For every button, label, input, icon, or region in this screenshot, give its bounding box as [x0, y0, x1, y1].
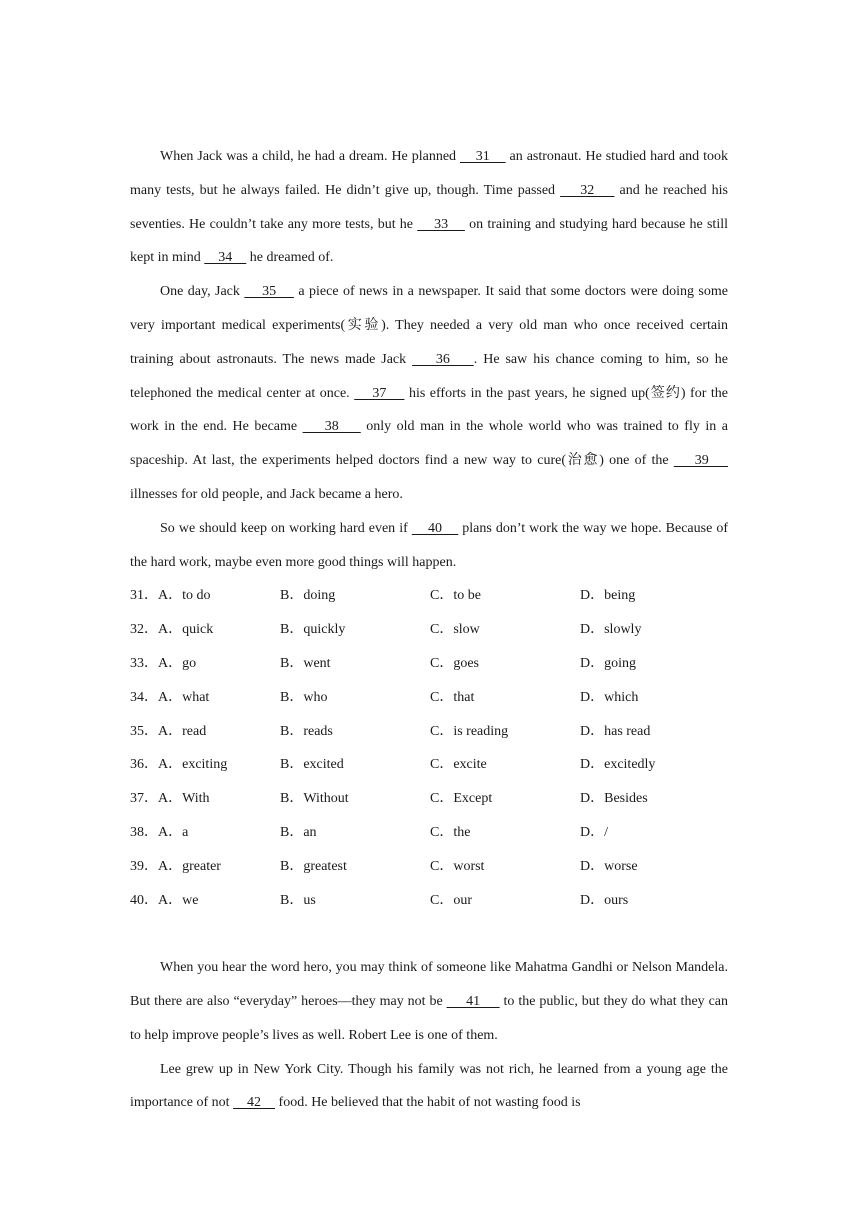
option-a: 33．A．go — [130, 655, 197, 671]
option-b: B．excited — [280, 757, 344, 773]
option-c: C．goes — [430, 655, 479, 671]
option-a: 34．A．what — [130, 689, 210, 705]
option-d: D．which — [580, 689, 639, 705]
question-row — [130, 579, 728, 613]
option-b: B．who — [280, 689, 328, 705]
option-d: D．being — [580, 588, 636, 604]
option-a: 31．A．to do — [130, 588, 211, 604]
question-row — [130, 884, 728, 918]
passage2-paragraph1: When you hear the word hero, you may think of someone like Mahatma Gandhi or Nelson Mandela. But there are also “everyday” heroes—they may not be 41 to the public, but they do what they can to help improve people’s lives as well. Robert Lee is one of them. — [130, 960, 728, 1043]
question-row — [130, 613, 728, 647]
option-c: C．that — [430, 689, 475, 705]
question-row — [130, 816, 728, 850]
question-row — [130, 748, 728, 782]
option-b: B．quickly — [280, 622, 346, 638]
question-row — [130, 647, 728, 681]
blank-37: 37 — [354, 385, 405, 401]
question-row — [130, 715, 728, 749]
option-b: B．doing — [280, 588, 336, 604]
option-c: C．Except — [430, 791, 493, 807]
blank-31: 31 — [459, 149, 506, 164]
option-b: B．an — [280, 824, 317, 840]
passage2-paragraph2: Lee grew up in New York City. Though his family was not rich, he learned from a young age the importance of not 42 food. He believed that the habit of not wasting food is — [130, 1061, 728, 1111]
blank-35: 35 — [244, 284, 294, 300]
document-page — [130, 140, 728, 1120]
blank-33: 33 — [417, 216, 465, 232]
option-a: 38．A．a — [130, 824, 189, 840]
question-row — [130, 681, 728, 715]
option-a: 36．A．exciting — [130, 757, 228, 773]
blank-38: 38 — [302, 419, 361, 435]
option-a: 39．A．greater — [130, 858, 221, 874]
passage1-paragraph1: When Jack was a child, he had a dream. He planned 31 an astronaut. He studied hard and took many tests, but he always failed. He didn’t give up, though. Time passed 32 and he reached his seventies. He couldn’t take any more tests, but he 33 on training and studying hard because he still kept in mind 34 he dreamed of. — [130, 149, 728, 266]
option-d: D．slowly — [580, 622, 642, 638]
option-d: D．has read — [580, 723, 651, 739]
option-b: B．went — [280, 655, 331, 671]
blank-41: 41 — [446, 993, 500, 1009]
question-row — [130, 782, 728, 816]
passage1-paragraph3: So we should keep on working hard even if 40 plans don’t work the way we hope. Because of the hard work, maybe even more good things will happen. — [130, 520, 728, 570]
option-c: C．slow — [430, 622, 480, 638]
option-a: 32．A．quick — [130, 622, 214, 638]
option-a: 37．A．With — [130, 791, 210, 807]
option-d: D．ours — [580, 892, 629, 908]
blank-34: 34 — [204, 250, 247, 266]
option-c: C．worst — [430, 858, 485, 874]
option-d: D．Besides — [580, 791, 648, 807]
option-b: B．Without — [280, 791, 349, 807]
option-d: D．going — [580, 655, 636, 671]
section-gap — [130, 917, 728, 951]
option-a: 40．A．we — [130, 892, 199, 908]
question-options — [130, 579, 728, 917]
option-c: C．to be — [430, 588, 481, 604]
option-b: B．us — [280, 892, 316, 908]
blank-40: 40 — [411, 520, 459, 536]
option-c: C．the — [430, 824, 471, 840]
option-d: D．excitedly — [580, 757, 656, 773]
option-a: 35．A．read — [130, 723, 207, 739]
option-c: C．is reading — [430, 723, 509, 739]
passage1-paragraph2: One day, Jack 35 a piece of news in a newspaper. It said that some doctors were doing some very important medical experiments(实验). They needed a very old man who once received certain training about astronauts. The news made Jack 36 . He saw his chance coming to him, so he telephoned the medical center at once. 37 his efforts in the past years, he signed up(签约) for the work in the end. He became 38 only old man in the whole world who was trained to fly in a spaceship. At last, the experiments helped doctors find a new way to cure(治愈) one of the 39 illnesses for old people, and Jack became a hero. — [130, 284, 728, 502]
option-d: D．worse — [580, 858, 638, 874]
blank-32: 32 — [560, 182, 615, 198]
question-row — [130, 850, 728, 884]
option-b: B．reads — [280, 723, 333, 739]
blank-39: 39 — [673, 453, 728, 469]
blank-42: 42 — [233, 1095, 276, 1111]
option-c: C．excite — [430, 757, 487, 773]
option-b: B．greatest — [280, 858, 347, 874]
option-c: C．our — [430, 892, 472, 908]
blank-36: 36 — [412, 351, 474, 367]
option-d: D．/ — [580, 824, 608, 840]
